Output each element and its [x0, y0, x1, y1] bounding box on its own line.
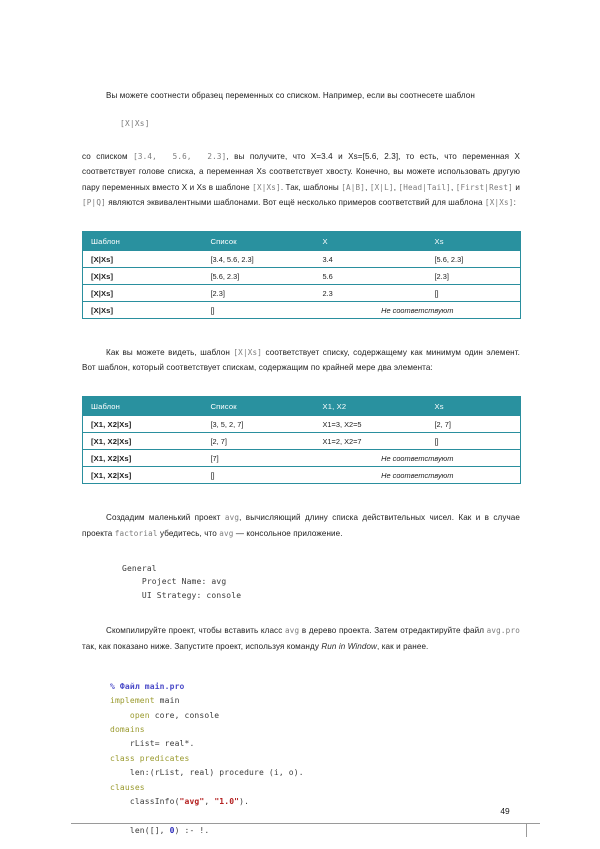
cell-pattern: [X1, X2|Xs] [83, 433, 203, 450]
inline-code-pattern-xxs-3: [X|Xs] [233, 348, 263, 358]
table-row [83, 285, 521, 302]
table-header-row [83, 232, 521, 251]
cell-x: 2.3 [315, 285, 427, 302]
inline-code-pattern-xxs-2: [X|Xs] [484, 197, 514, 207]
cell-x: 5.6 [315, 268, 427, 285]
table1-col-list: Список [203, 232, 315, 251]
table1-body [83, 251, 521, 319]
table2-body [83, 416, 521, 484]
table2-col-pattern: Шаблон [83, 397, 203, 416]
pattern-sample-1: [X|Xs] [120, 119, 150, 129]
cell-list: [7] [203, 450, 315, 467]
inline-code-list: [3.4, 5.6, 2.3] [133, 152, 227, 162]
code-comment-file: % Файл main.pro [110, 681, 185, 691]
cell-x: 3.4 [315, 251, 427, 268]
cell-xs: [5.6, 2.3] [427, 251, 521, 268]
table-row [83, 302, 521, 319]
table1-col-pattern: Шаблон [83, 232, 203, 251]
inline-code-pattern-xxs: [X|Xs] [252, 182, 281, 192]
inline-code-pattern-pq: [P|Q] [82, 197, 106, 207]
cell-xs: [] [427, 285, 521, 302]
cell-x: X1=2, X2=7 [315, 433, 427, 450]
code-text-rlist: rList= real*. [110, 739, 195, 749]
par5-text-d: , как и ранее. [377, 641, 429, 651]
table2-col-x1x2: X1, X2 [315, 397, 427, 416]
config-line-ui-strategy: UI Strategy: console [122, 590, 242, 600]
cell-list: [] [203, 467, 315, 484]
table-row [83, 251, 521, 268]
cell-pattern: [X|Xs] [83, 302, 203, 319]
code-text-comma: , [204, 796, 215, 806]
inline-code-avg-pro: avg.pro [486, 626, 520, 636]
table2-col-xs: Xs [427, 397, 521, 416]
par4-text-c: убедитесь, что [157, 528, 220, 538]
config-line-project-name: Project Name: avg [122, 577, 227, 587]
par3-text-b: соответствует списку, содержащему как минимум один элемент. Вот шаблон, который соответствует спискам, содержащим по крайней мере два элемента: [82, 348, 520, 373]
spacer [82, 375, 520, 396]
par2-text-d: , [365, 182, 370, 192]
paragraph-compile-instructions [82, 623, 520, 653]
cell-xs: [2, 7] [427, 416, 521, 433]
run-in-window-label: Run in Window [321, 641, 377, 651]
page-corner-mark [526, 823, 540, 837]
spacer [82, 128, 520, 149]
code-text-classinfo-pre: classInfo( [110, 796, 180, 806]
code-text-open-args: core, console [149, 710, 220, 720]
code-string-version: "1.0" [214, 796, 240, 806]
par2-text-g: и [512, 182, 520, 192]
cell-pattern: [X|Xs] [83, 285, 203, 302]
inline-code-pattern-firstrest: [First|Rest] [455, 182, 513, 192]
cell-list: [2, 7] [203, 433, 315, 450]
spacer [82, 654, 520, 680]
page-content [82, 88, 520, 838]
paragraph-min-one-element [82, 345, 520, 375]
cell-pattern: [X1, X2|Xs] [83, 450, 203, 467]
inline-code-pattern-ab: [A|B] [341, 182, 366, 192]
code-keyword-class-predicates: class predicates [110, 753, 190, 763]
cell-pattern: [X1, X2|Xs] [83, 467, 203, 484]
code-text-len-decl: len:(rList, real) procedure (i, o). [110, 768, 304, 778]
inline-code-avg-3: avg [284, 626, 300, 636]
spacer [82, 602, 520, 623]
inline-code-factorial: factorial [114, 528, 158, 538]
code-keyword-clauses: clauses [110, 782, 145, 792]
table-row [83, 268, 521, 285]
par5-text-b: в дерево проекта. Затем отредактируйте файл [299, 626, 487, 636]
code-keyword-implement: implement [110, 696, 155, 706]
config-line-general: General [122, 563, 157, 573]
source-code-block [82, 680, 520, 838]
table2-col-list: Список [203, 397, 315, 416]
pattern-match-table-1 [82, 231, 521, 319]
paragraph-intro [82, 88, 520, 103]
code-text-len-post: ) :- !. [174, 825, 210, 835]
cell-list: [3, 5, 2, 7] [203, 416, 315, 433]
par5-text-c: так, как показано ниже. Запустите проект, используя команду [82, 641, 322, 651]
par4-text-b: , вычисляющий длину списка действительных чисел. Как и в случае проекта [82, 513, 521, 538]
code-keyword-open: open [110, 710, 150, 720]
inline-code-pattern-xl: [X|L] [369, 182, 394, 192]
table1-col-xs: Xs [427, 232, 521, 251]
cell-x: X1=3, X2=5 [315, 416, 427, 433]
code-text-len-pre: len([], [110, 825, 170, 835]
project-config-block [82, 562, 520, 603]
page-number: 49 [500, 806, 510, 816]
par2-text-c: . Так, шаблоны [280, 182, 342, 192]
inline-code-avg-2: avg [219, 528, 234, 538]
par4-text-d: — консольное приложение. [233, 528, 343, 538]
cell-pattern: [X|Xs] [83, 268, 203, 285]
cell-no-match: Не соответствуют [315, 450, 521, 467]
table-header-row [83, 397, 521, 416]
par2-text-i: : [513, 197, 516, 207]
paragraph-intro-text: Вы можете соотнести образец переменных со списком. Например, если вы соотнесете шаблон [106, 91, 475, 100]
inline-code-pattern-headtail: [Head|Tail] [398, 182, 451, 192]
cell-pattern: [X1, X2|Xs] [83, 416, 203, 433]
spacer [82, 103, 520, 119]
paragraph-list-explanation [82, 149, 520, 210]
cell-list: [5.6, 2.3] [203, 268, 315, 285]
cell-list: [2.3] [203, 285, 315, 302]
par2-text-a: со списком [82, 152, 134, 162]
par2-text-f: , [450, 182, 456, 192]
par2-text-b: , вы получите, что X=3.4 и Xs=[5.6, 2.3], то есть, что переменная X соответствует голове списка, а переменная Xs соответствует хвосту. Конечно, вы можете использовать другую пару переменных вместо X и Xs в шаблоне [82, 152, 520, 192]
cell-list: [3.4, 5.6, 2.3] [203, 251, 315, 268]
spacer [82, 541, 520, 562]
par2-text-h: являются эквивалентными шаблонами. Вот ещё несколько примеров соответствий для шаблона [105, 197, 485, 207]
par2-text-e: , [393, 182, 399, 192]
code-keyword-domains: domains [110, 724, 145, 734]
table-row [83, 467, 521, 484]
paragraph-create-avg-project [82, 510, 520, 540]
cell-pattern: [X|Xs] [83, 251, 203, 268]
table-row [83, 416, 521, 433]
par4-text-a: Создадим маленький проект [106, 513, 225, 523]
par5-text-a: Скомпилируйте проект, чтобы вставить класс [106, 626, 285, 636]
code-text-classinfo-post: ). [239, 796, 250, 806]
cell-no-match: Не соответствуют [315, 302, 521, 319]
cell-xs: [2.3] [427, 268, 521, 285]
inline-code-avg: avg [224, 513, 240, 523]
spacer [82, 319, 520, 345]
spacer [82, 484, 520, 510]
code-number-zero: 0 [169, 825, 175, 835]
table2-head [83, 397, 521, 416]
cell-list: [] [203, 302, 315, 319]
pattern-match-table-2 [82, 396, 521, 484]
table-row [83, 433, 521, 450]
par3-text-a: Как вы можете видеть, шаблон [106, 348, 234, 358]
code-text-main: main [154, 696, 180, 706]
cell-no-match: Не соответствуют [315, 467, 521, 484]
code-string-avg: "avg" [179, 796, 205, 806]
table1-col-x: X [315, 232, 427, 251]
footer-divider [71, 823, 526, 824]
cell-xs: [] [427, 433, 521, 450]
table1-head [83, 232, 521, 251]
spacer [82, 210, 520, 231]
table-row [83, 450, 521, 467]
